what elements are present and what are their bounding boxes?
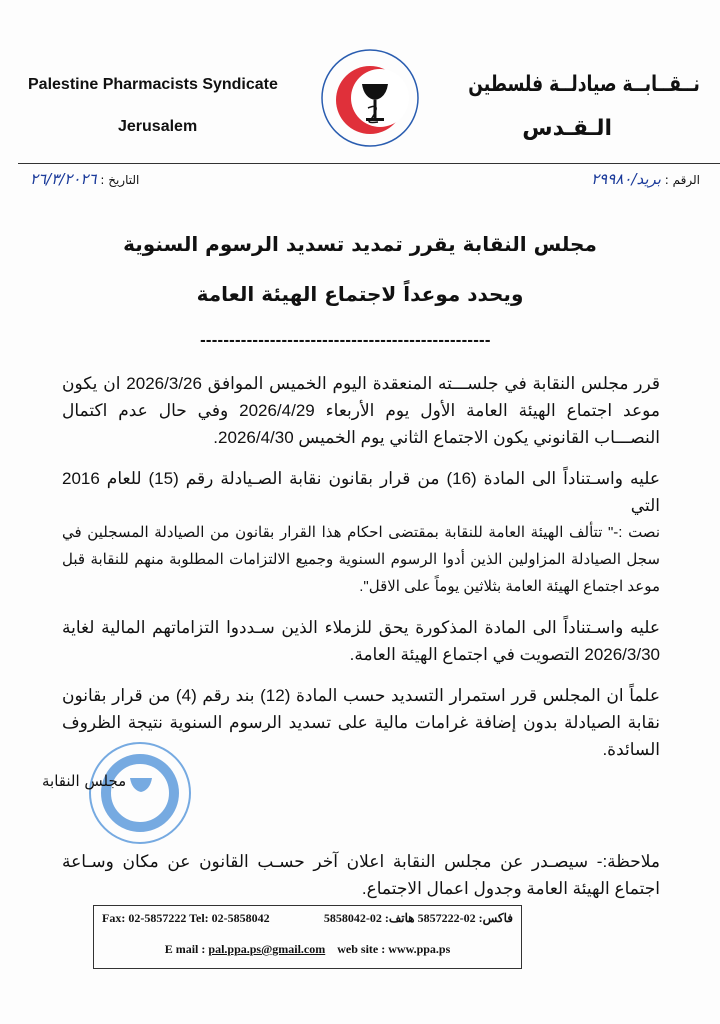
- syndicate-logo: [318, 46, 422, 150]
- header-divider: [18, 163, 720, 164]
- org-name-english: Palestine Pharmacists Syndicate: [28, 76, 278, 93]
- website-link[interactable]: web site : www.ppa.ps: [337, 942, 451, 956]
- org-name-arabic: نــقــابــة صيادلــة فلسطين: [468, 72, 700, 97]
- paragraph-voting: عليه واسـتناداً الى المادة المذكورة يحق للزملاء الذين سـددوا التزاماتهم المالية لغاية 2026/3/30 التصويت في اجتماع الهيئة العامة.: [62, 618, 660, 664]
- date-value: ٢٦/٣/٢٠٢٦: [30, 170, 97, 188]
- ref-label: الرقم :: [664, 173, 700, 187]
- paragraph-article-16: عليه واسـتناداً الى المادة (16) من قرار بقانون نقابة الصـيادلة رقم (15) للعام 2016 التي: [62, 469, 660, 515]
- email-label: E mail :: [164, 942, 209, 956]
- paragraph-quote: نصت :-" تتألف الهيئة العامة للنقابة بمقتضى احكام هذا القرار بقانون من الصيادلة المسجلين في سجل الصيادلة المزاولين الذين أدوا الرسوم السنوية وجميع الالتزامات المطلوبة منهم للنقابة قبل موعد اجتماع الهيئة العامة بثلاثين يوماً على الاقل".: [62, 524, 660, 595]
- signature-council: مجلس النقابة: [42, 772, 127, 790]
- org-city-arabic: الـقـدس: [522, 116, 612, 141]
- email-link[interactable]: pal.ppa.ps@gmail.com: [208, 942, 326, 956]
- body-text: [62, 370, 660, 777]
- note-text: ملاحظة:- سيصـدر عن مجلس النقابة اعلان آخر حسـب القانون عن مكان وسـاعة اجتماع الهيئة العامة وجدول اعمال الاجتماع.: [62, 852, 660, 898]
- paragraph-meeting-dates: قرر مجلس النقابة في جلســـته المنعقدة اليوم الخميس الموافق 2026/3/26 ان يكون موعد اجتماع الهيئة العامة الأول يوم الأربعاء 2026/4/29 وفي حال عدم اكتمال النصـــاب القانوني يكون الاجتماع الثاني يوم الخميس 2026/4/30.: [62, 374, 660, 447]
- official-stamp: [85, 738, 195, 848]
- reference-number: [591, 170, 700, 188]
- footer-phones-arabic: فاكس: 02-5857222 هاتف: 02-5858042: [323, 911, 513, 925]
- paragraph-payment-extension: علماً ان المجلس قرر استمرار التسديد حسب المادة (12) بند رقم (4) من قرار بقانون نقابة الصيادلة بدون إضافة غرامات مالية على تسديد الرسوم السنوية نتيجة الظروف السائدة.: [62, 686, 660, 759]
- document-date: [30, 170, 139, 188]
- ref-value: بريد/٢٩٩٨٠: [591, 170, 661, 188]
- date-label: التاريخ :: [100, 173, 140, 187]
- footer-web: [94, 942, 521, 957]
- footer-phones-english: Fax: 02-5857222 Tel: 02-5858042: [102, 911, 270, 925]
- title-separator: --------------------------------------------------: [200, 333, 491, 349]
- contact-footer: [93, 905, 522, 969]
- org-city-english: Jerusalem: [118, 118, 198, 135]
- title-line-1: مجلس النقابة يقرر تمديد تسديد الرسوم السنوية: [123, 232, 597, 256]
- title-line-2: ويحدد موعداً لاجتماع الهيئة العامة: [196, 282, 524, 306]
